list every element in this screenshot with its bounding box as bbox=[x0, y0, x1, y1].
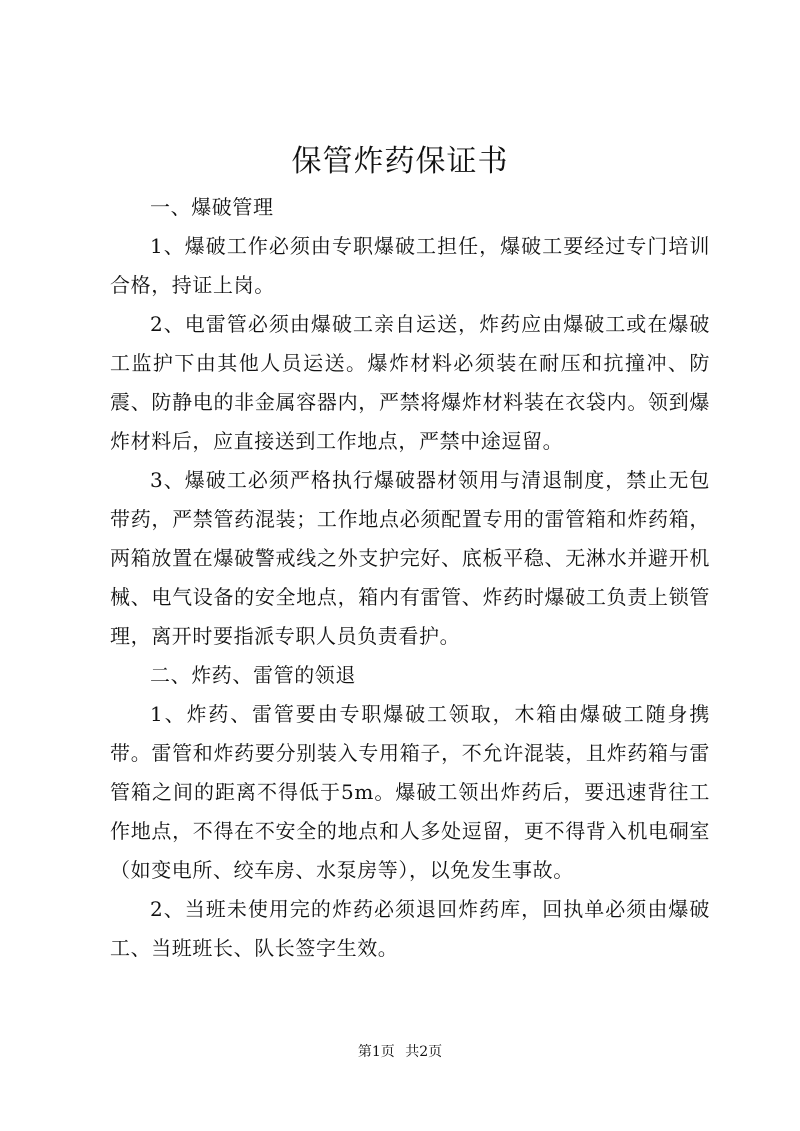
paragraph: 2、当班未使用完的炸药必须退回炸药库，回执单必须由爆破工、当班班长、队长签字生效。 bbox=[110, 897, 710, 960]
document-title: 保管炸药保证书 bbox=[291, 144, 509, 179]
section-heading: 一、爆破管理 bbox=[150, 195, 274, 219]
section-heading: 二、炸药、雷管的领退 bbox=[150, 663, 356, 687]
paragraph: 3、爆破工必须严格执行爆破器材领用与清退制度，禁止无包带药，严禁管药混装；工作地点必须配置专用的雷管箱和炸药箱，两箱放置在爆破警戒线之外支护完好、底板平稳、无淋水并避开机械、电气设备的安全地点，箱内有雷管、炸药时爆破工负责上锁管理，离开时要指派专职人员负责看护。 bbox=[110, 468, 710, 648]
paragraph: 2、电雷管必须由爆破工亲自运送，炸药应由爆破工或在爆破工监护下由其他人员运送。爆炸材料必须装在耐压和抗撞冲、防震、防静电的非金属容器内，严禁将爆炸材料装在衣袋内。领到爆炸材料后，应直接送到工作地点，严禁中途逗留。 bbox=[110, 312, 710, 453]
page-total: 共2页 bbox=[405, 1044, 443, 1060]
paragraph: 1、炸药、雷管要由专职爆破工领取，木箱由爆破工随身携带。雷管和炸药要分别装入专用箱子，不允许混装，且炸药箱与雷管箱之间的距离不得低于5m。爆破工领出炸药后，要迅速背往工作地点，不得在不安全的地点和人多处逗留，更不得背入机电硐室（如变电所、绞车房、水泵房等），以免发生事故。 bbox=[110, 702, 710, 882]
document-body bbox=[110, 188, 710, 968]
paragraph: 1、爆破工作必须由专职爆破工担任，爆破工要经过专门培训合格，持证上岗。 bbox=[110, 234, 710, 297]
page-number: 第1页 bbox=[357, 1044, 395, 1060]
page-footer bbox=[0, 1042, 800, 1062]
